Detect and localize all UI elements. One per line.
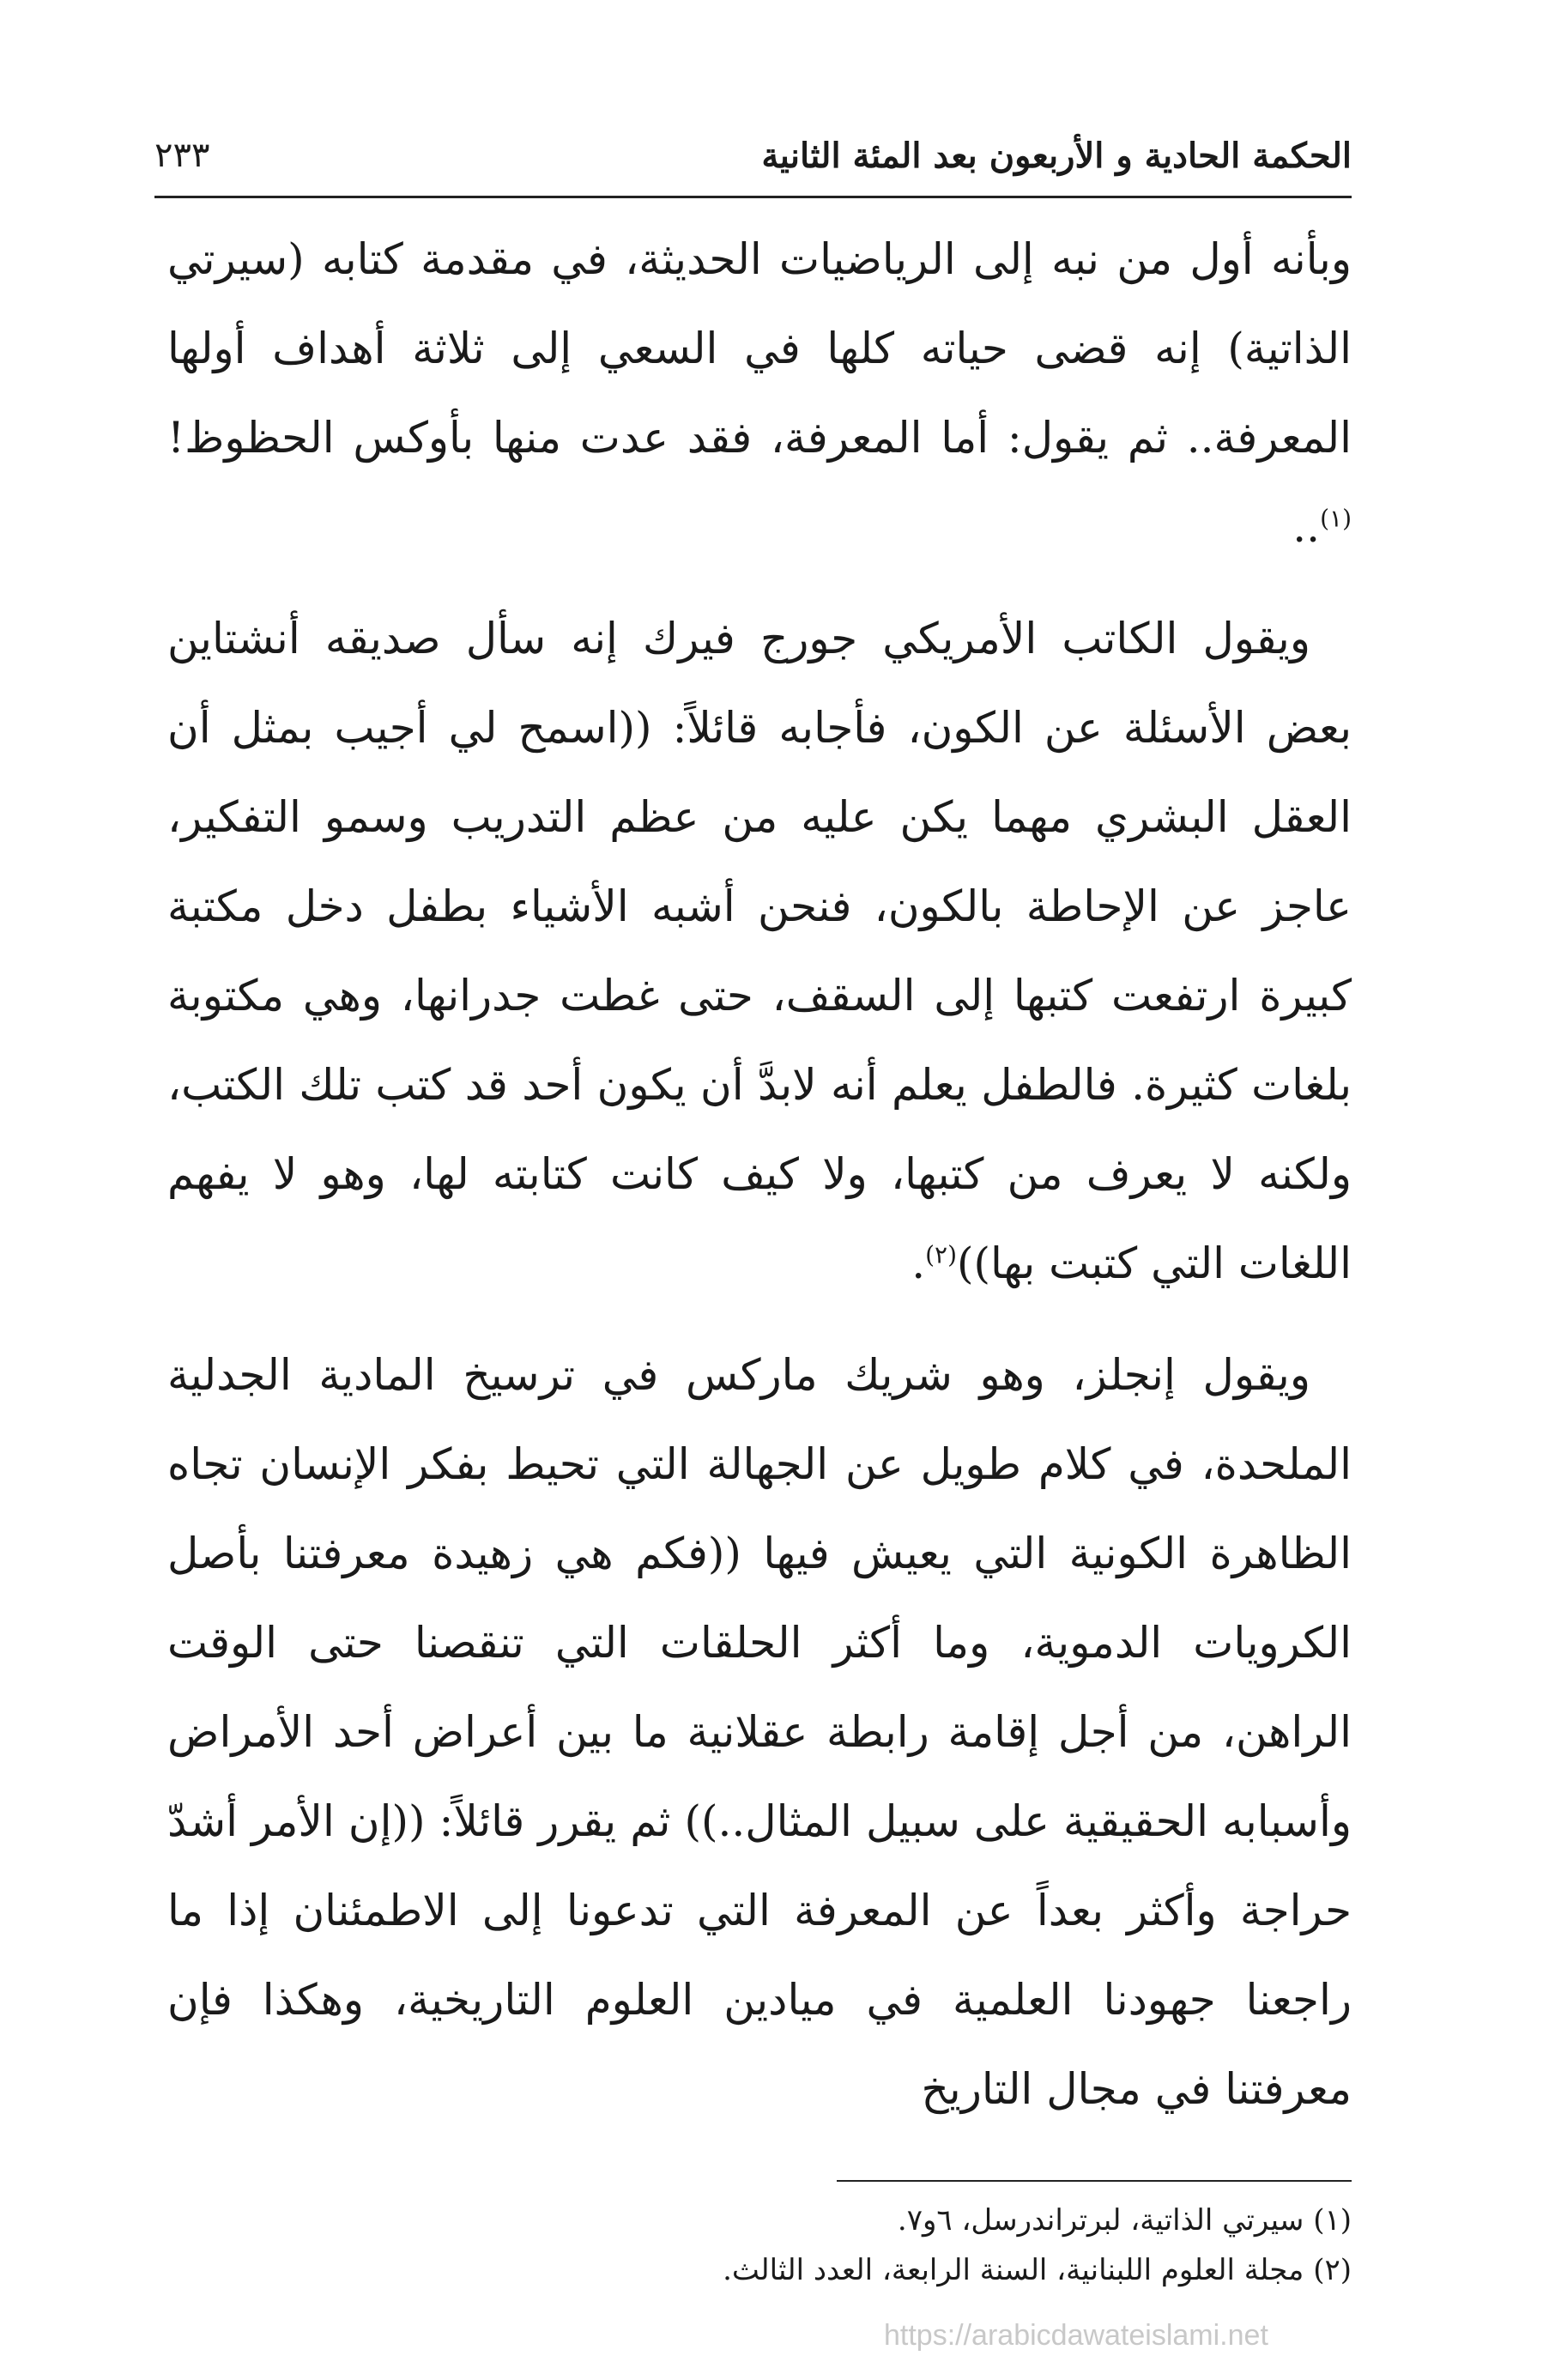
footnote-1: (١) سيرتي الذاتية، لبرتراندرسل، ٦و٧.	[897, 2203, 1352, 2238]
watermark-url: https://arabicdawateislami.net	[884, 2319, 1268, 2352]
footnote-2: (٢) مجلة العلوم اللبنانية، السنة الرابعة، العدد الثالث.	[723, 2253, 1352, 2287]
paragraph-text: ويقول الكاتب الأمريكي جورج فيرك إنه سأل صديقه أنشتاين بعض الأسئلة عن الكون، فأجابه قائلاً: ((اسمح لي أجيب بمثل أن العقل البشري مهما يكن عليه من عظم التدريب وسمو التفكير، عاجز عن الإحاطة بالكون، فنحن أشبه الأشياء بطفل دخل مكتبة كبيرة ارتفعت كتبها إلى السقف، حتى غطت جدرانها، وهي مكتوبة بلغات كثيرة. فالطفل يعلم أنه لابدَّ أن يكون أحد قد كتب تلك الكتب، ولكنه لا يعرف من كتبها، ولا كيف كانت كتابته لها، وهو لا يفهم اللغات التي كتبت بها))	[167, 614, 1352, 1288]
chapter-title: الحكمة الحادية و الأربعون بعد المئة الثانية	[761, 136, 1352, 176]
paragraph-text: وبأنه أول من نبه إلى الرياضيات الحديثة، في مقدمة كتابه (سيرتي الذاتية) إنه قضى حياته كلها في السعي إلى ثلاثة أهداف أولها المعرفة.. ثم يقول: أما المعرفة، فقد عدت منها بأوكس الحظوظ!	[167, 234, 1352, 463]
paragraph-2	[167, 594, 1352, 1308]
paragraph-text: ويقول إنجلز، وهو شريك ماركس في ترسيخ المادية الجدلية الملحدة، في كلام طويل عن الجهالة التي تحيط بفكر الإنسان تجاه الظاهرة الكونية التي يعيش فيها ((فكم هي زهيدة معرفتنا بأصل الكرويات الدموية، وما أكثر الحلقات التي تنقصنا حتى الوقت الراهن، من أجل إقامة رابطة عقلانية ما بين أعراض أحد الأمراض وأسبابه الحقيقية على سبيل المثال..)) ثم يقرر قائلاً: ((إن الأمر أشدّ حراجة وأكثر بعداً عن المعرفة التي تدعونا إلى الاطمئنان إذا ما راجعنا جهودنا العلمية في ميادين العلوم التاريخية، وهكذا فإن معرفتنا في مجال التاريخ	[167, 1350, 1352, 2114]
paragraph-tail: .	[911, 1238, 926, 1288]
header-divider	[154, 196, 1352, 198]
body-text	[167, 215, 1352, 2134]
footnote-reference-1: (١)	[1320, 504, 1352, 533]
running-header	[154, 129, 1352, 191]
footnotes	[167, 2195, 1352, 2295]
paragraph-1	[167, 215, 1352, 572]
paragraph-3	[167, 1330, 1352, 2134]
page-number: ٢٣٣	[154, 136, 210, 175]
footnote-reference-2: (٢)	[925, 1240, 958, 1269]
footnote-divider	[837, 2180, 1352, 2182]
paragraph-tail: ..	[1292, 502, 1321, 552]
